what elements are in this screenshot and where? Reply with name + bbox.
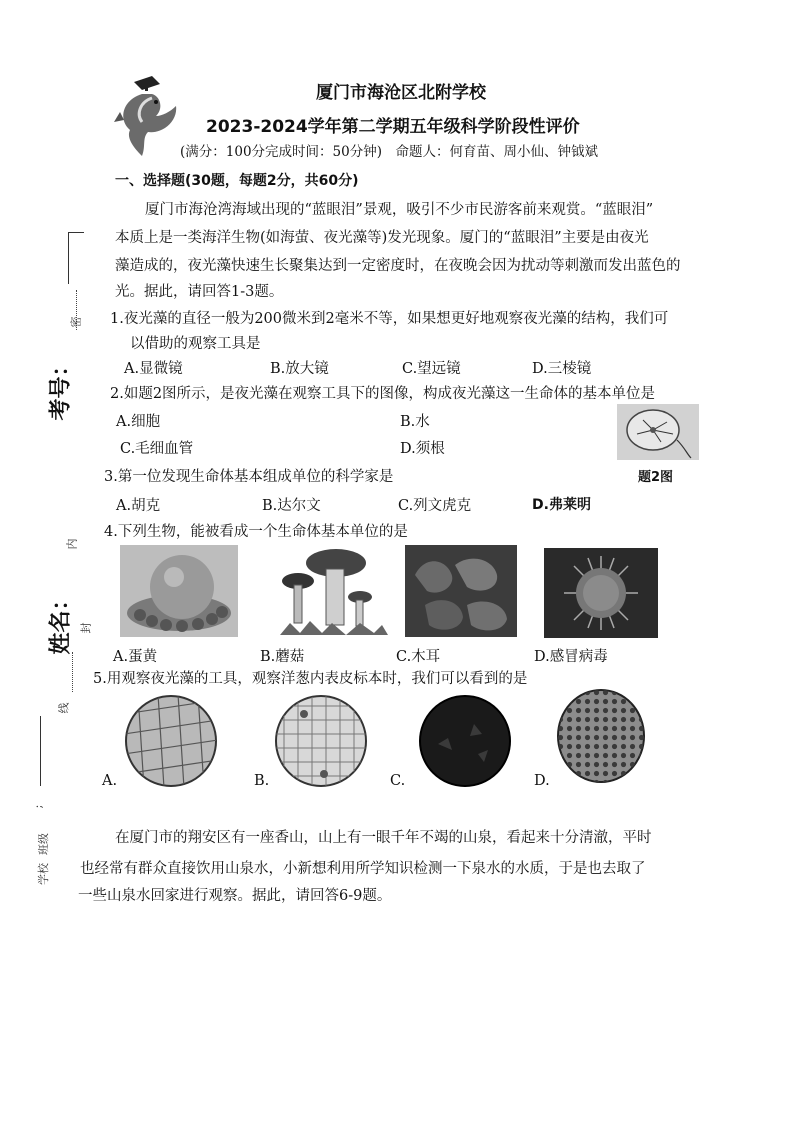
- q5-stem: 5.用观察夜光藻的工具，观察洋葱内表皮标本时，我们可以看到的是: [93, 671, 528, 687]
- intro-line: 本质上是一类海洋生物(如海萤、夜光藻等)发光现象。厦门的“蓝眼泪”主要是由夜光: [115, 230, 649, 246]
- q2-option-d[interactable]: D.须根: [400, 441, 445, 457]
- q1-option-d[interactable]: D.三棱镜: [532, 361, 592, 377]
- flu-virus-image: [544, 548, 658, 638]
- section-heading: 一、选择题(30题，每题2分，共60分): [115, 173, 359, 189]
- q3-option-d[interactable]: D.弗莱明: [532, 497, 591, 513]
- seal-mark-feng: 封: [79, 622, 93, 634]
- q3-stem: 3.第一位发现生命体基本组成单位的科学家是: [104, 469, 394, 485]
- seal-mark-nei: 内: [65, 538, 79, 550]
- tick-mark: ;: [31, 804, 45, 809]
- class-label: 班级: [37, 833, 50, 855]
- micrograph-b-cells: [274, 694, 368, 788]
- intro2-line: 也经常有群众直接饮用山泉水，小新想利用所学知识检测一下泉水的水质，于是也去取了: [80, 861, 646, 877]
- q2-option-a[interactable]: A.细胞: [116, 414, 161, 430]
- micrograph-d-dots: [556, 688, 646, 784]
- school-label: 学校: [37, 863, 50, 885]
- intro2-line: 一些山泉水回家进行观察。据此，请回答6-9题。: [78, 888, 392, 904]
- q1-option-c[interactable]: C.望远镜: [402, 361, 461, 377]
- q4-stem: 4.下列生物，能被看成一个生命体基本单位的是: [104, 524, 408, 540]
- q4-option-b[interactable]: B.蘑菇: [260, 649, 305, 665]
- q2-option-c[interactable]: C.毛细血管: [120, 441, 194, 457]
- exam-meta: (满分：100分完成时间：50分钟) 命题人：何育苗、周小仙、钟钺斌: [180, 144, 598, 160]
- seal-mark-xian: 线: [57, 702, 71, 714]
- egg-yolk-image: [120, 545, 238, 637]
- intro-line: 光。据此，请回答1-3题。: [115, 284, 284, 300]
- intro-line: 藻造成的，夜光藻快速生长聚集达到一定密度时，在夜晚会因为扰动等刺激而发出蓝色的: [115, 258, 681, 274]
- q5-option-b[interactable]: B.: [254, 773, 270, 789]
- name-label: 姓名：: [48, 588, 74, 655]
- micrograph-c-dark: [418, 694, 512, 788]
- intro2-line: 在厦门市的翔安区有一座香山，山上有一眼千年不竭的山泉，看起来十分清澈，平时: [115, 830, 652, 846]
- figure-caption: 题2图: [638, 470, 674, 485]
- q2-stem: 2.如题2图所示，是夜光藻在观察工具下的图像，构成夜光藻这一生命体的基本单位是: [110, 386, 656, 402]
- q4-option-d[interactable]: D.感冒病毒: [534, 649, 608, 665]
- q1-option-a[interactable]: A.显微镜: [124, 361, 183, 377]
- q1-option-b[interactable]: B.放大镜: [270, 361, 329, 377]
- dolphin-logo: [112, 72, 190, 164]
- exam-number-label: 考号：: [48, 354, 74, 421]
- q1-stem: 以借助的观察工具是: [130, 336, 261, 352]
- q3-option-c[interactable]: C.列文虎克: [398, 498, 472, 514]
- q2-option-b[interactable]: B.水: [400, 414, 430, 430]
- micrograph-a-rect-cells: [124, 694, 218, 788]
- q5-option-d[interactable]: D.: [534, 773, 550, 789]
- q1-stem: 1.夜光藻的直径一般为200微米到2毫米不等，如果想更好地观察夜光藻的结构，我们可: [110, 311, 669, 327]
- q4-option-c[interactable]: C.木耳: [396, 649, 441, 665]
- school-title: 厦门市海沧区北附学校: [316, 83, 486, 103]
- q3-option-a[interactable]: A.胡克: [116, 498, 161, 514]
- wood-ear-image: [405, 545, 517, 637]
- intro-line: 厦门市海沧湾海域出现的“蓝眼泪”景观，吸引不少市民游客前来观赏。“蓝眼泪”: [145, 202, 654, 218]
- seal-mark-mi: 密: [69, 316, 83, 328]
- mushroom-image: [270, 545, 390, 637]
- noctiluca-micrograph: [617, 404, 699, 460]
- exam-title: 2023-2024学年第二学期五年级科学阶段性评价: [206, 117, 580, 137]
- q5-option-a[interactable]: A.: [102, 773, 118, 789]
- q3-option-b[interactable]: B.达尔文: [262, 498, 321, 514]
- q4-option-a[interactable]: A.蛋黄: [113, 649, 158, 665]
- q5-option-c[interactable]: C.: [390, 773, 406, 789]
